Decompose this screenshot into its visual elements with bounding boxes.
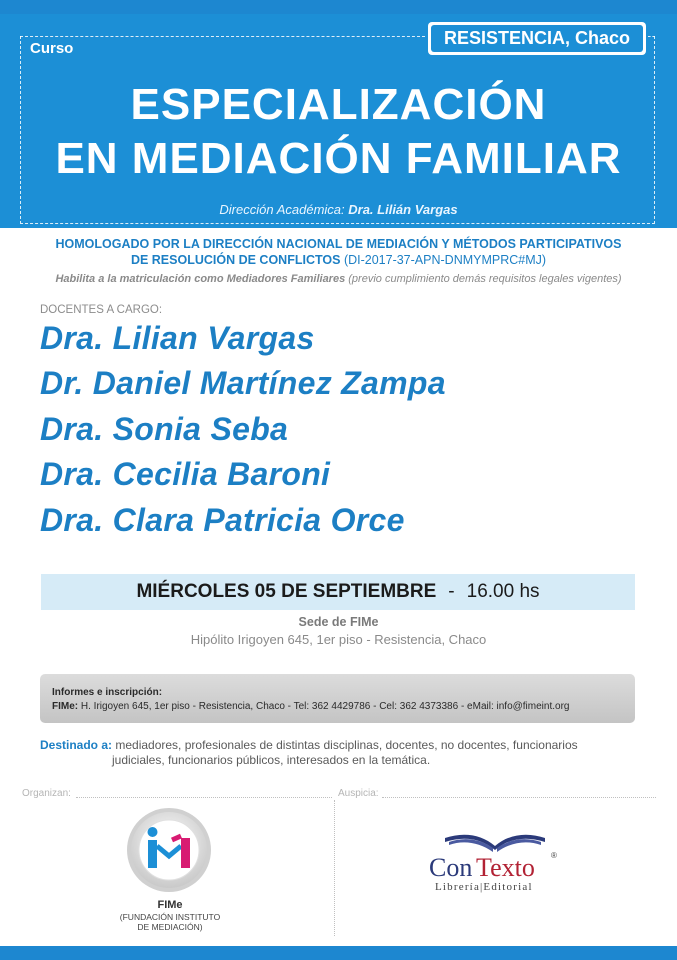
direction-label: Dirección Académica: bbox=[219, 202, 345, 217]
info-details bbox=[52, 701, 629, 712]
homologation-line-1: HOMOLOGADO POR LA DIRECCIÓN NACIONAL DE MEDIACIÓN Y MÉTODOS PARTICIPATIVOS bbox=[55, 237, 622, 251]
info-box bbox=[40, 674, 635, 723]
audience-line-1: mediadores, profesionales de distintas disciplinas, docentes, no docentes, funcionarios bbox=[115, 738, 578, 752]
teachers-label: DOCENTES A CARGO: bbox=[40, 304, 163, 316]
contexto-logo bbox=[425, 824, 565, 898]
fime-full-line-2: DE MEDIACIÓN) bbox=[137, 922, 203, 932]
contexto-subtitle: Librería|Editorial bbox=[435, 881, 533, 893]
enablement-text: Habilita a la matriculación como Mediadores Familiares bbox=[55, 273, 346, 285]
homologation-block bbox=[20, 236, 657, 268]
schedule-bar bbox=[41, 574, 635, 610]
organizers-label: Organizan: bbox=[22, 788, 71, 799]
audience-label: Destinado a: bbox=[40, 738, 113, 752]
contexto-brand-con: Con bbox=[429, 853, 473, 882]
schedule-separator: - bbox=[448, 581, 455, 602]
course-label: Curso bbox=[30, 40, 74, 57]
fime-full-name bbox=[100, 912, 240, 932]
info-contact: H. Irigoyen 645, 1er piso - Resistencia, Chaco - Tel: 362 4429786 - Cel: 362 4373386 - eMail: info@fimeint.org bbox=[80, 701, 570, 712]
sponsors-label: Auspicia: bbox=[338, 788, 379, 799]
info-org: FIMe: bbox=[52, 701, 79, 712]
teacher-name: Dra. Sonia Seba bbox=[40, 411, 289, 447]
homologation-code: (DI-2017-37-APN-DNMYMPRC#MJ) bbox=[343, 253, 547, 267]
teacher-name: Dr. Daniel Martínez Zampa bbox=[40, 365, 446, 401]
academic-direction bbox=[0, 202, 677, 217]
teacher-name: Dra. Cecilia Baroni bbox=[40, 456, 331, 492]
schedule-date: MIÉRCOLES 05 DE SEPTIEMBRE bbox=[136, 581, 437, 602]
info-title: Informes e inscripción: bbox=[52, 687, 163, 698]
contexto-brand-texto: Texto bbox=[476, 853, 535, 882]
fime-name: FIMe bbox=[157, 899, 183, 911]
enablement-note bbox=[20, 273, 657, 285]
title-line-1: ESPECIALIZACIÓN bbox=[130, 80, 547, 129]
direction-name: Dra. Lilián Vargas bbox=[348, 202, 458, 217]
title-line-2: EN MEDIACIÓN FAMILIAR bbox=[55, 134, 622, 183]
organizers-divider bbox=[76, 797, 332, 798]
location-text: RESISTENCIA, Chaco bbox=[431, 25, 643, 52]
banner-dashed-frame bbox=[20, 36, 655, 224]
schedule-time: 16.00 hs bbox=[466, 581, 540, 602]
venue-label: Sede de FIMe bbox=[298, 615, 379, 629]
venue-address: Hipólito Irigoyen 645, 1er piso - Resistencia, Chaco bbox=[190, 632, 487, 647]
enablement-condition: (previo cumplimiento demás requisitos legales vigentes) bbox=[348, 273, 622, 285]
registered-mark: ® bbox=[551, 851, 557, 860]
bottom-strip bbox=[0, 946, 677, 960]
homologation-line-2: DE RESOLUCIÓN DE CONFLICTOS bbox=[130, 253, 341, 267]
fime-logo-icon bbox=[125, 806, 213, 894]
audience-block bbox=[40, 738, 640, 768]
fime-full-line-1: (FUNDACIÓN INSTITUTO bbox=[119, 912, 221, 922]
audience-line-2: judiciales, funcionarios públicos, interesados en la temática. bbox=[112, 753, 431, 767]
banner-dashed-top-right bbox=[648, 36, 655, 37]
teacher-name: Dra. Lilian Vargas bbox=[40, 320, 315, 356]
open-book-icon bbox=[445, 835, 545, 852]
location-tag bbox=[428, 22, 646, 55]
banner-dashed-top-left bbox=[20, 36, 425, 37]
top-strip bbox=[0, 0, 677, 14]
sponsors-divider bbox=[382, 797, 656, 798]
teacher-name: Dra. Clara Patricia Orce bbox=[40, 502, 405, 538]
footer-vertical-divider bbox=[334, 800, 335, 936]
